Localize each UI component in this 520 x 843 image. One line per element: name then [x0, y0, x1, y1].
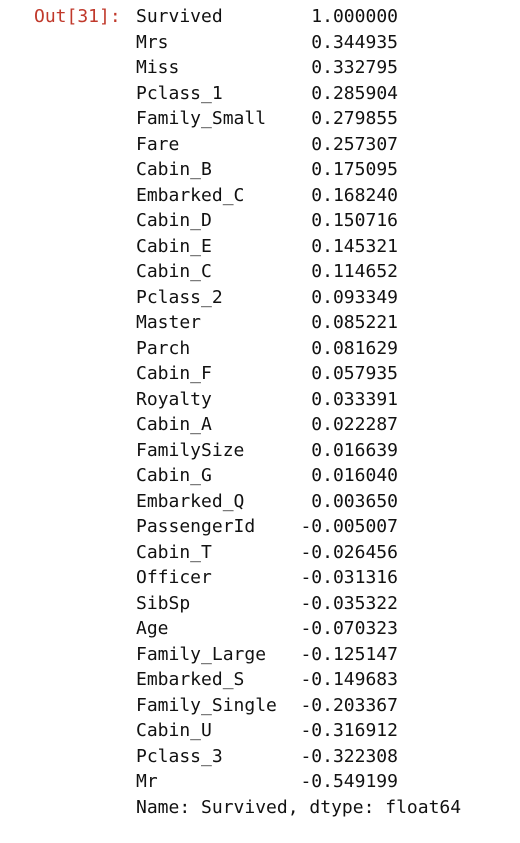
series-value: 0.057935 [311, 363, 398, 384]
series-row [136, 514, 516, 540]
series-value: 0.168240 [311, 184, 398, 206]
series-value: 1.000000 [311, 6, 398, 27]
series-value: -0.005007 [300, 516, 398, 537]
series-label: Cabin_D [136, 210, 212, 231]
series-value: 0.033391 [311, 388, 398, 410]
series-row [136, 718, 516, 744]
series-row [136, 591, 516, 617]
series-label: Officer [136, 567, 212, 588]
series-label: Embarked_S [136, 669, 245, 690]
series-row [136, 81, 516, 107]
series-row [136, 438, 516, 464]
series-value: 0.003650 [311, 490, 398, 512]
series-row [136, 769, 516, 795]
series-label: Pclass_3 [136, 745, 223, 767]
series-value: 0.016639 [311, 439, 398, 461]
series-row [136, 412, 516, 438]
series-value: 0.279855 [311, 108, 398, 129]
series-value: 0.257307 [311, 133, 398, 155]
series-label: Survived [136, 6, 223, 27]
series-label: Master [136, 312, 202, 333]
series-row [136, 744, 516, 770]
series-value: 0.081629 [311, 337, 398, 359]
series-row [136, 157, 516, 183]
series-value: 0.085221 [311, 312, 398, 333]
series-label: Embarked_C [136, 184, 245, 206]
series-label: Family_Small [136, 108, 267, 129]
series-row [136, 30, 516, 56]
series-output[interactable] [136, 4, 516, 820]
series-value: -0.322308 [300, 745, 398, 767]
series-row [136, 361, 516, 387]
series-row [136, 285, 516, 311]
series-label: Fare [136, 133, 180, 155]
series-row [136, 463, 516, 489]
series-label: PassengerId [136, 516, 256, 537]
series-label: Family_Large [136, 643, 267, 665]
series-label: Cabin_T [136, 541, 212, 563]
series-label: SibSp [136, 592, 191, 614]
series-value: -0.070323 [300, 618, 398, 639]
series-label: Cabin_B [136, 159, 212, 180]
series-value: 0.344935 [311, 31, 398, 53]
series-value: 0.016040 [311, 465, 398, 486]
series-row [136, 259, 516, 285]
series-value: 0.285904 [311, 82, 398, 104]
series-row [136, 387, 516, 413]
series-value: 0.114652 [311, 261, 398, 282]
series-value: 0.022287 [311, 414, 398, 435]
series-label: Age [136, 618, 169, 639]
series-value: -0.031316 [300, 567, 398, 588]
series-row [136, 693, 516, 719]
series-row [136, 667, 516, 693]
series-value: -0.316912 [300, 720, 398, 741]
series-label: Cabin_C [136, 261, 212, 282]
series-value: -0.125147 [300, 643, 398, 665]
series-label: Royalty [136, 388, 212, 410]
series-row [136, 540, 516, 566]
series-value: 0.332795 [311, 57, 398, 78]
series-label: Embarked_Q [136, 490, 245, 512]
series-label: Cabin_F [136, 363, 212, 384]
series-footer: Name: Survived, dtype: float64 [136, 796, 462, 818]
series-row [136, 489, 516, 515]
series-label: Mr [136, 771, 158, 792]
series-value: -0.203367 [300, 694, 398, 716]
series-value: 0.150716 [311, 210, 398, 231]
series-label: Pclass_1 [136, 82, 223, 104]
series-label: Family_Single [136, 694, 277, 716]
series-label: Cabin_U [136, 720, 212, 741]
series-label: Miss [136, 57, 180, 78]
series-row [136, 55, 516, 81]
series-value: 0.145321 [311, 235, 398, 257]
series-value: -0.035322 [300, 592, 398, 614]
series-row [136, 208, 516, 234]
series-row [136, 132, 516, 158]
series-row [136, 565, 516, 591]
series-value: -0.026456 [300, 541, 398, 563]
series-value: -0.549199 [300, 771, 398, 792]
series-row [136, 234, 516, 260]
series-label: Cabin_E [136, 235, 212, 257]
series-label: Cabin_A [136, 414, 212, 435]
series-row [136, 4, 516, 30]
series-row [136, 310, 516, 336]
series-label: Pclass_2 [136, 286, 223, 308]
series-row [136, 616, 516, 642]
series-value: 0.093349 [311, 286, 398, 308]
series-label: Cabin_G [136, 465, 212, 486]
series-value: 0.175095 [311, 159, 398, 180]
series-row [136, 642, 516, 668]
series-rows [136, 4, 516, 795]
series-row [136, 183, 516, 209]
series-row [136, 336, 516, 362]
series-value: -0.149683 [300, 669, 398, 690]
output-prompt: Out[31]: [34, 6, 121, 27]
series-row [136, 106, 516, 132]
series-label: Parch [136, 337, 191, 359]
series-label: FamilySize [136, 439, 245, 461]
series-label: Mrs [136, 31, 169, 53]
